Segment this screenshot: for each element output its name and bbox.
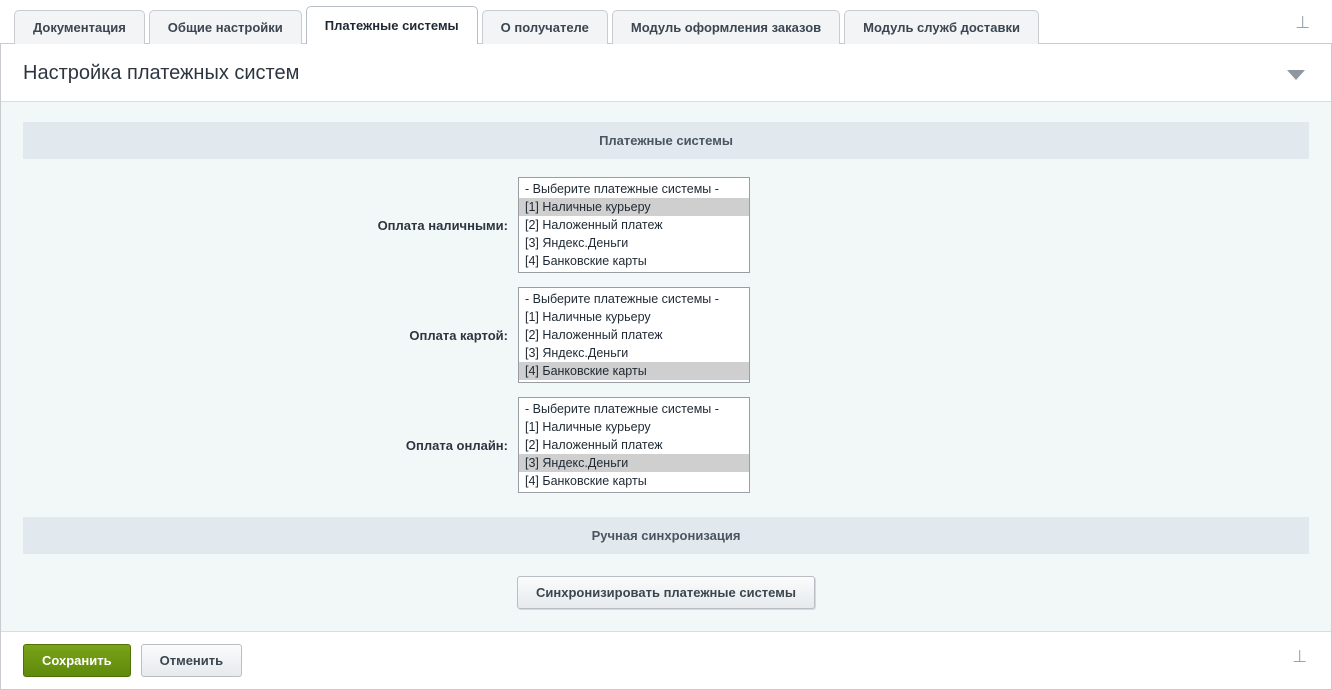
tab-label: Документация [33, 20, 126, 35]
tab-payment-systems[interactable] [306, 6, 478, 44]
tab-label: Общие настройки [167, 20, 283, 35]
sync-payment-systems-button[interactable]: Синхронизировать платежные системы [517, 576, 815, 609]
list-item[interactable]: [4] Банковские карты [519, 362, 749, 380]
list-item[interactable]: - Выберите платежные системы - [525, 182, 719, 196]
field-row-online [23, 397, 1309, 493]
list-item[interactable]: [1] Наличные курьеру [519, 198, 749, 216]
list-item[interactable]: - Выберите платежные системы - [525, 292, 719, 306]
tab-documentation[interactable] [14, 10, 145, 44]
tab-label: Модуль служб доставки [863, 20, 1020, 35]
cancel-button[interactable]: Отменить [141, 644, 243, 677]
sync-button-wrapper [23, 576, 1309, 609]
tab-general-settings[interactable] [149, 10, 302, 44]
panel-header [1, 44, 1331, 102]
field-row-card [23, 287, 1309, 383]
tab-label: Модуль оформления заказов [630, 20, 822, 35]
page-title: Настройка платежных систем [23, 62, 300, 84]
list-item[interactable]: [1] Наличные курьеру [525, 310, 651, 324]
field-row-cash [23, 177, 1309, 273]
chevron-down-icon[interactable] [1287, 70, 1305, 80]
list-item[interactable]: [1] Наличные курьеру [525, 420, 651, 434]
select-cash-payment[interactable] [518, 177, 750, 273]
tab-label: Платежные системы [324, 18, 459, 33]
list-item[interactable]: [3] Яндекс.Деньги [519, 454, 749, 472]
tab-delivery-module[interactable] [844, 10, 1039, 44]
list-item[interactable]: [3] Яндекс.Деньги [525, 236, 629, 250]
save-button[interactable]: Сохранить [23, 644, 131, 677]
select-card-payment[interactable] [518, 287, 750, 383]
tab-about-recipient[interactable] [482, 10, 608, 44]
list-item[interactable]: [3] Яндекс.Деньги [525, 346, 629, 360]
settings-panel [0, 44, 1332, 690]
pin-icon[interactable]: ⊥ [1292, 647, 1307, 666]
select-online-payment[interactable] [518, 397, 750, 493]
pin-icon[interactable]: ⊥ [1295, 13, 1310, 32]
tab-label: О получателе [500, 20, 589, 35]
list-item[interactable]: [2] Наложенный платеж [525, 438, 663, 452]
list-item[interactable]: [2] Наложенный платеж [525, 328, 663, 342]
section-header-sync: Ручная синхронизация [23, 517, 1309, 554]
label-online-payment: Оплата онлайн: [405, 437, 508, 453]
label-cash-payment: Оплата наличными: [377, 217, 508, 233]
list-item[interactable]: [2] Наложенный платеж [525, 218, 663, 232]
list-item[interactable]: - Выберите платежные системы - [525, 402, 719, 416]
panel-body [1, 102, 1331, 632]
list-item[interactable]: [4] Банковские карты [525, 474, 647, 488]
section-header-payments: Платежные системы [23, 122, 1309, 159]
list-item[interactable]: [4] Банковские карты [525, 254, 647, 268]
panel-footer [1, 632, 1331, 689]
tab-bar [0, 0, 1332, 44]
label-card-payment: Оплата картой: [409, 327, 508, 343]
tab-order-module[interactable] [612, 10, 840, 44]
